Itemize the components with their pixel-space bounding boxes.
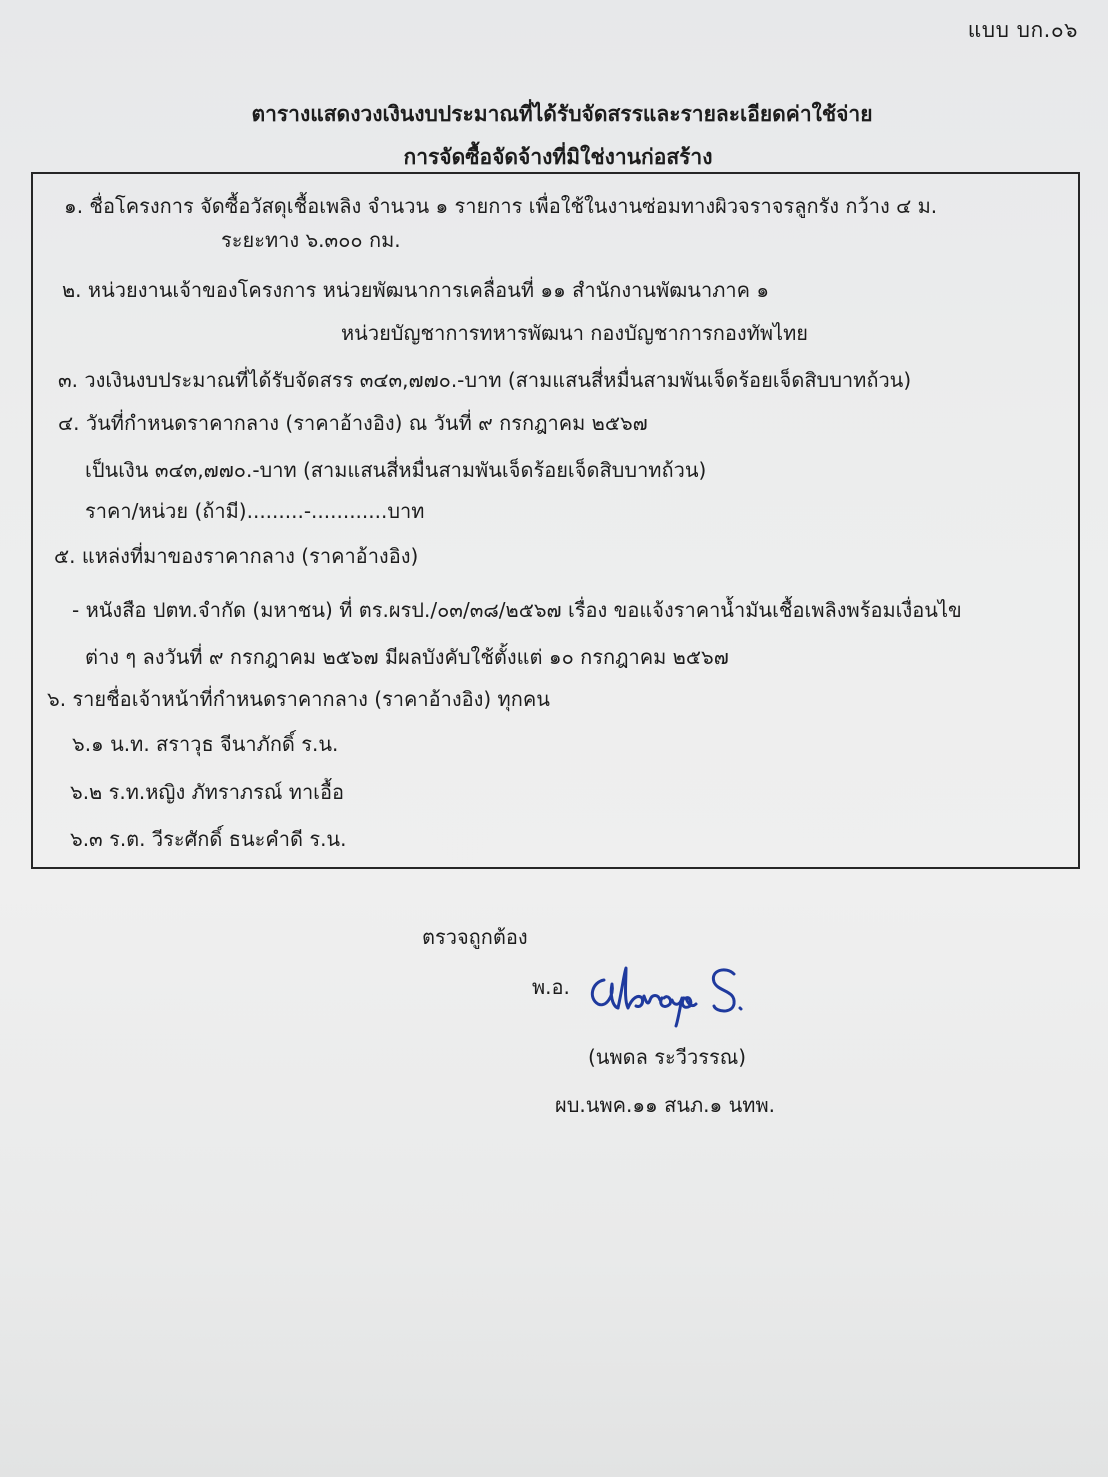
item-6-officers-heading: ๖. รายชื่อเจ้าหน้าที่กำหนดราคากลาง (ราคาอ้างอิง) ทุกคน xyxy=(47,687,550,711)
item-5-effective-date: ต่าง ๆ ลงวันที่ ๙ กรกฎาคม ๒๕๖๗ มีผลบังคับใช้ตั้งแต่ ๑๐ กรกฎาคม ๒๕๖๗ xyxy=(85,645,729,669)
item-6-officer-3: ๖.๓ ร.ต. วีระศักดิ์ ธนะคำดี ร.น. xyxy=(70,827,347,851)
handwritten-signature xyxy=(584,960,754,1030)
signer-rank: พ.อ. xyxy=(532,975,570,999)
form-code: แบบ บก.๐๖ xyxy=(967,18,1078,42)
item-1-project-name: ๑. ชื่อโครงการ จัดซื้อวัสดุเชื้อเพลิง จำนวน ๑ รายการ เพื่อใช้ในงานซ่อมทางผิวจราจรลูกรัง กว้าง ๔ ม. xyxy=(64,194,938,218)
document-subtitle: การจัดซื้อจัดจ้างที่มิใช่งานก่อสร้าง xyxy=(403,145,713,169)
item-5-price-source: ๕. แหล่งที่มาของราคากลาง (ราคาอ้างอิง) xyxy=(54,544,419,568)
item-4-unit-price: ราคา/หน่วย (ถ้ามี).........-............บาท xyxy=(85,499,425,523)
item-3-budget: ๓. วงเงินงบประมาณที่ได้รับจัดสรร ๓๔๓,๗๗๐.-บาท (สามแสนสี่หมื่นสามพันเจ็ดร้อยเจ็ดสิบบาทถ้วน) xyxy=(58,368,912,392)
document-title: ตารางแสดงวงเงินงบประมาณที่ได้รับจัดสรรและรายละเอียดค่าใช้จ่าย xyxy=(251,102,873,126)
item-4-reference-date: ๔. วันที่กำหนดราคากลาง (ราคาอ้างอิง) ณ วันที่ ๙ กรกฎาคม ๒๕๖๗ xyxy=(58,411,648,435)
item-4-amount: เป็นเงิน ๓๔๓,๗๗๐.-บาท (สามแสนสี่หมื่นสามพันเจ็ดร้อยเจ็ดสิบบาทถ้วน) xyxy=(85,458,707,482)
item-6-officer-2: ๖.๒ ร.ท.หญิง ภัทราภรณ์ ทาเอื้อ xyxy=(70,780,345,804)
signer-position: ผบ.นพค.๑๑ สนภ.๑ นทพ. xyxy=(555,1093,775,1117)
item-2-owner-command: หน่วยบัญชาการทหารพัฒนา กองบัญชาการกองทัพไทย xyxy=(341,321,809,345)
item-5-reference-letter: - หนังสือ ปตท.จำกัด (มหาชน) ที่ ตร.ผรป./๐๓/๓๘/๒๕๖๗ เรื่อง ขอแจ้งราคาน้ำมันเชื้อเพลิงพร้อมเงื่อนไข xyxy=(72,598,962,622)
item-1-distance: ระยะทาง ๖.๓๐๐ กม. xyxy=(221,228,401,252)
signer-name: (นพดล ระวีวรรณ) xyxy=(588,1045,747,1069)
verified-label: ตรวจถูกต้อง xyxy=(422,925,528,949)
item-6-officer-1: ๖.๑ น.ท. สราวุธ จีนาภักดิ์ ร.น. xyxy=(72,732,339,756)
item-2-owner-unit: ๒. หน่วยงานเจ้าของโครงการ หน่วยพัฒนาการเคลื่อนที่ ๑๑ สำนักงานพัฒนาภาค ๑ xyxy=(62,278,770,302)
